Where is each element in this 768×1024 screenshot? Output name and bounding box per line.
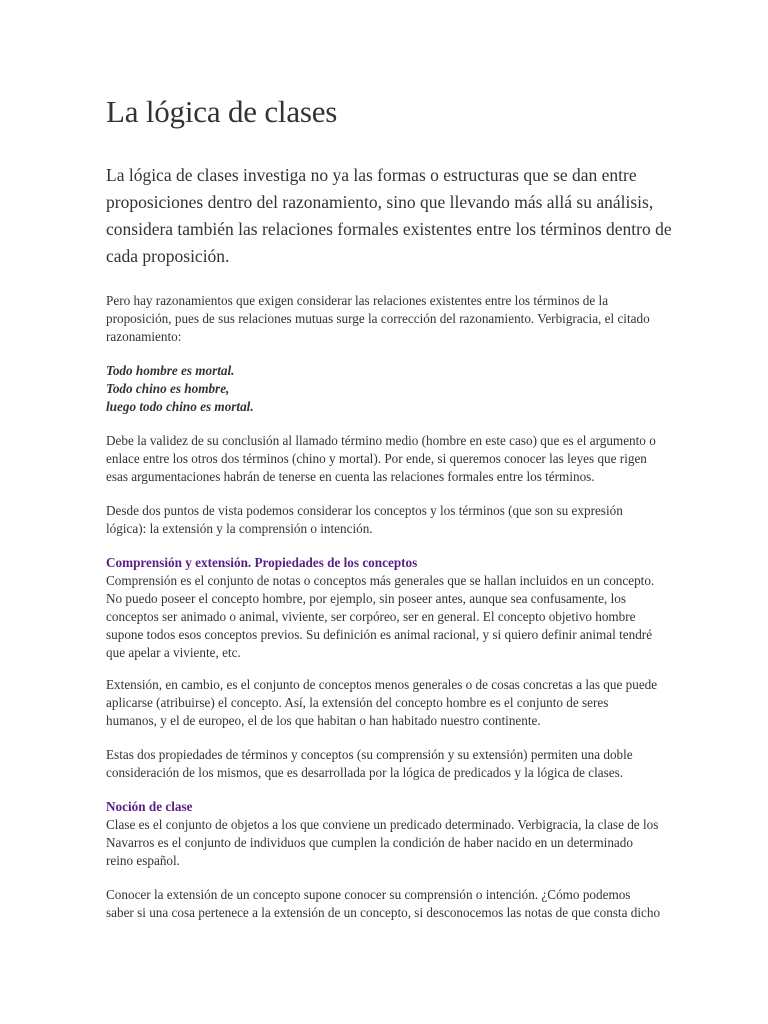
text-line: razonamiento: bbox=[106, 329, 182, 344]
intro-line: La lógica de clases investiga no ya las formas o estructuras que se dan entre bbox=[106, 165, 637, 185]
paragraph-puntos-de-vista bbox=[106, 502, 666, 538]
text-line: Navarros es el conjunto de individuos que cumplen la condición de haber nacido en un determinado bbox=[106, 835, 633, 850]
syllogism-line: luego todo chino es mortal. bbox=[106, 399, 254, 414]
text-line: Debe la validez de su conclusión al llamado término medio (hombre en este caso) que es el argumento o bbox=[106, 433, 656, 448]
paragraph-razonamientos bbox=[106, 292, 666, 346]
section-heading: Noción de clase bbox=[106, 799, 193, 814]
syllogism-line: Todo chino es hombre, bbox=[106, 381, 230, 396]
intro-line: cada proposición. bbox=[106, 246, 230, 266]
text-line: saber si una cosa pertenece a la extensión de un concepto, si desconocemos las notas de que consta dicho bbox=[106, 905, 661, 920]
intro-line: proposiciones dentro del razonamiento, sino que llevando más allá su análisis, bbox=[106, 192, 654, 212]
text-line: lógica): la extensión y la comprensión o intención. bbox=[106, 521, 373, 536]
intro-paragraph bbox=[106, 162, 672, 270]
syllogism-line: Todo hombre es mortal. bbox=[106, 363, 235, 378]
text-line: Conocer la extensión de un concepto supone conocer su comprensión o intención. ¿Cómo podemos bbox=[106, 887, 631, 902]
text-line: humanos, y el de europeo, el de los que habitan o han habitado nuestro continente. bbox=[106, 713, 541, 728]
paragraph-clase bbox=[106, 816, 666, 870]
paragraph-extension bbox=[106, 676, 666, 730]
syllogism-example bbox=[106, 362, 666, 416]
text-line: que apelar a viviente, etc. bbox=[106, 645, 241, 660]
paragraph-comprension bbox=[106, 572, 666, 662]
intro-line: considera también las relaciones formales existentes entre los términos dentro de bbox=[106, 219, 672, 239]
page-title: La lógica de clases bbox=[106, 94, 338, 129]
section-heading: Comprensión y extensión. Propiedades de los conceptos bbox=[106, 555, 418, 570]
text-line: consideración de los mismos, que es desarrollada por la lógica de predicados y la lógica de clases. bbox=[106, 765, 624, 780]
paragraph-propiedades bbox=[106, 746, 666, 782]
text-line: proposición, pues de sus relaciones mutuas surge la corrección del razonamiento. Verbigracia, el citado bbox=[106, 311, 650, 326]
section-nocion-de-clase bbox=[106, 798, 666, 870]
text-line: reino español. bbox=[106, 853, 180, 868]
text-line: Pero hay razonamientos que exigen considerar las relaciones existentes entre los términos de la bbox=[106, 293, 609, 308]
text-line: Comprensión es el conjunto de notas o conceptos más generales que se hallan incluidos en un concepto. bbox=[106, 573, 655, 588]
paragraph-termino-medio bbox=[106, 432, 666, 486]
text-line: No puedo poseer el concepto hombre, por ejemplo, sin poseer antes, aunque sea confusamente, los bbox=[106, 591, 627, 606]
text-line: Desde dos puntos de vista podemos considerar los conceptos y los términos (que son su expresión bbox=[106, 503, 623, 518]
text-line: Estas dos propiedades de términos y conceptos (su comprensión y su extensión) permiten una doble bbox=[106, 747, 633, 762]
text-line: Clase es el conjunto de objetos a los que conviene un predicado determinado. Verbigracia, la clase de los bbox=[106, 817, 659, 832]
text-line: enlace entre los otros dos términos (chino y mortal). Por ende, si queremos conocer las leyes que rigen bbox=[106, 451, 647, 466]
text-line: conceptos ser animado o animal, viviente, ser corpóreo, ser en general. El concepto objetivo hombre bbox=[106, 609, 636, 624]
text-line: Extensión, en cambio, es el conjunto de conceptos menos generales o de cosas concretas a las que puede bbox=[106, 677, 658, 692]
text-line: aplicarse (atribuirse) el concepto. Así, la extensión del concepto hombre es el conjunto de seres bbox=[106, 695, 609, 710]
text-line: esas argumentaciones habrán de tenerse en cuenta las relaciones formales entre los términos. bbox=[106, 469, 595, 484]
text-line: supone todos esos conceptos previos. Su definición es animal racional, y si quiero definir animal tendré bbox=[106, 627, 653, 642]
paragraph-conocer-extension bbox=[106, 886, 666, 922]
section-comprension-extension bbox=[106, 554, 666, 662]
